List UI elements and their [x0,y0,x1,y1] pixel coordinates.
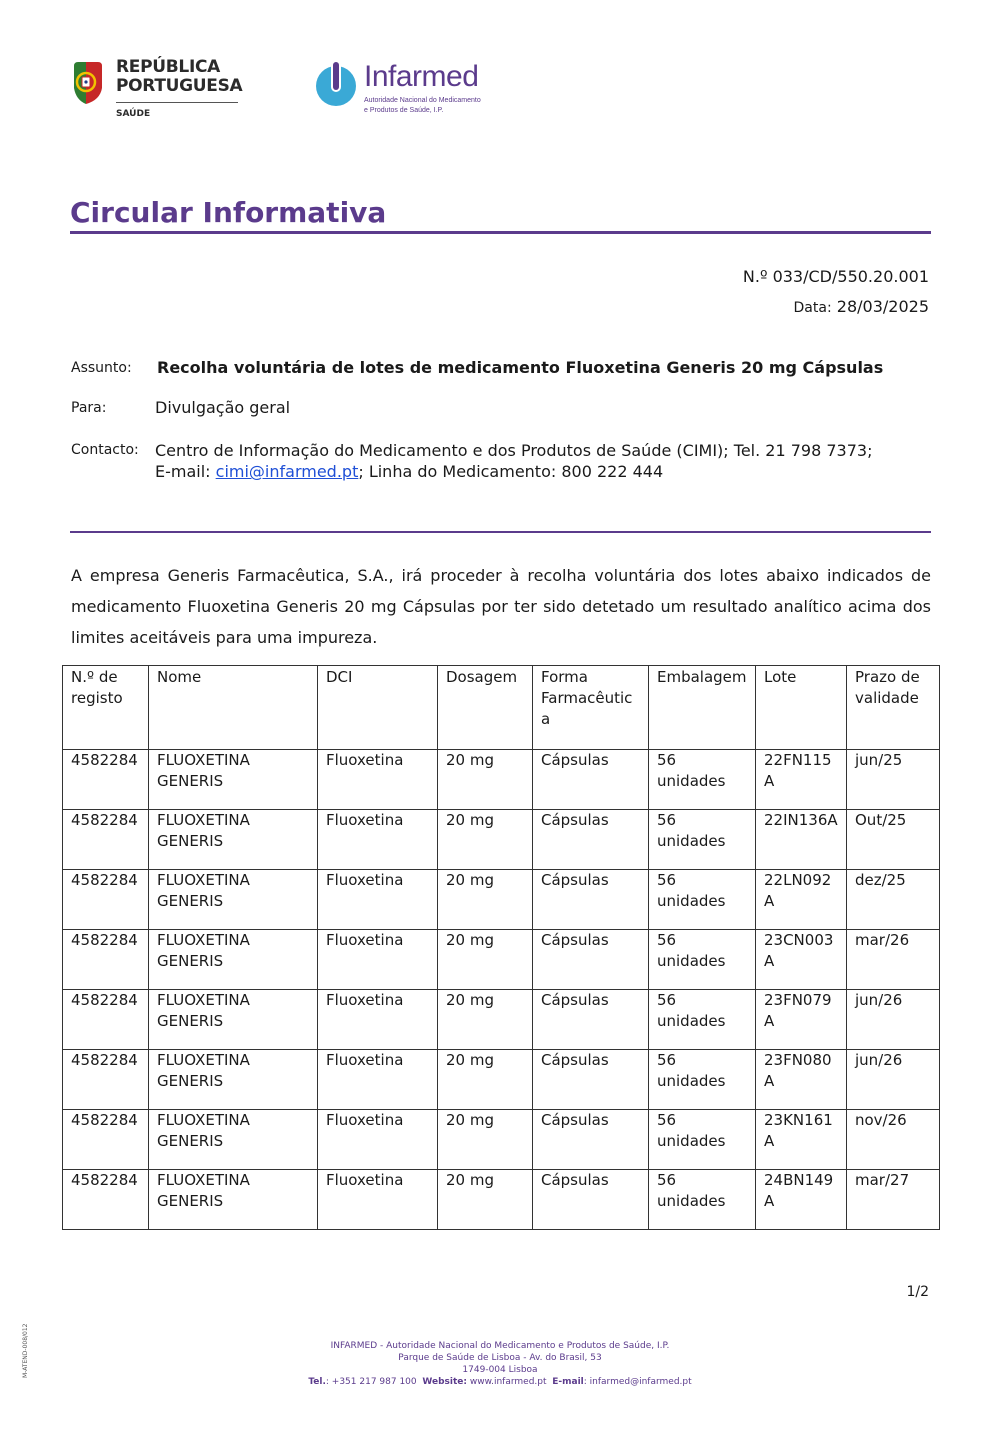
footer-web-value[interactable]: www.infarmed.pt [469,1377,547,1387]
cell-package: 56 unidades [649,810,756,870]
cell-name: FLUOXETINA GENERIS [149,810,318,870]
subject-value: Recolha voluntária de lotes de medicamento Fluoxetina Generis 20 mg Cápsulas [157,358,884,377]
cell-dci: Fluoxetina [318,1050,438,1110]
recipient-value: Divulgação geral [155,398,291,417]
table-row [63,1110,940,1170]
recall-lots-table [62,665,940,1230]
cell-lot: 24BN149A [756,1170,847,1230]
cell-registration: 4582284 [63,1050,149,1110]
table-header-row [63,666,940,750]
table-row [63,990,940,1050]
side-form-code: M-ATEND-008/012 [22,1323,29,1378]
footer-email-label: E-mail [552,1377,584,1387]
cell-name: FLUOXETINA GENERIS [149,930,318,990]
infarmed-tagline: Autoridade Nacional do Medicamento e Produtos de Saúde, I.P. [364,97,481,114]
cell-lot: 23CN003A [756,930,847,990]
contact-line: Centro de Informação do Medicamento e dos Produtos de Saúde (CIMI); Tel. 21 798 7373; [155,441,873,460]
cell-package: 56 unidades [649,1170,756,1230]
table-row [63,810,940,870]
cell-name: FLUOXETINA GENERIS [149,990,318,1050]
cell-registration: 4582284 [63,930,149,990]
cell-form: Cápsulas [533,990,649,1050]
cell-dosage: 20 mg [438,930,533,990]
cell-form: Cápsulas [533,930,649,990]
footer-contacts [0,1376,1000,1388]
header-lot: Lote [756,666,847,750]
cell-expiry: mar/26 [847,930,940,990]
cell-expiry: jun/26 [847,1050,940,1110]
cell-package: 56 unidades [649,1110,756,1170]
cell-dci: Fluoxetina [318,810,438,870]
header-registration: N.º de registo [63,666,149,750]
cell-package: 56 unidades [649,750,756,810]
infarmed-mark-icon [314,58,358,108]
cell-lot: 23FN080A [756,1050,847,1110]
cell-lot: 22LN092A [756,870,847,930]
cell-dci: Fluoxetina [318,1170,438,1230]
cell-dosage: 20 mg [438,1110,533,1170]
cell-registration: 4582284 [63,1110,149,1170]
cell-package: 56 unidades [649,1050,756,1110]
cell-dci: Fluoxetina [318,1110,438,1170]
cell-package: 56 unidades [649,930,756,990]
footer-email-value[interactable]: : infarmed@infarmed.pt [583,1377,692,1387]
cell-form: Cápsulas [533,870,649,930]
cell-lot: 22IN136A [756,810,847,870]
cell-expiry: mar/27 [847,1170,940,1230]
header-expiry: Prazo de validade [847,666,940,750]
portuguese-shield-icon [70,58,106,106]
contact-value [155,440,931,482]
title-underline [70,231,931,234]
cell-dosage: 20 mg [438,1170,533,1230]
logo-subtitle: SAÚDE [116,109,151,119]
cell-form: Cápsulas [533,1050,649,1110]
cell-lot: 23FN079A [756,990,847,1050]
header-dosage: Dosagem [438,666,533,750]
contact-email-link[interactable]: cimi@infarmed.pt [215,462,359,481]
cell-registration: 4582284 [63,750,149,810]
republica-portuguesa-wordmark: REPÚBLICA PORTUGUESA [116,57,243,96]
page-number: 1/2 [906,1284,929,1300]
cell-name: FLUOXETINA GENERIS [149,1170,318,1230]
footer-line-1: INFARMED - Autoridade Nacional do Medicamento e Produtos de Saúde, I.P. [330,1341,670,1351]
table-row [63,930,940,990]
cell-package: 56 unidades [649,870,756,930]
table-row [63,870,940,930]
document-title: Circular Informativa [70,196,387,229]
header-name: Nome [149,666,318,750]
table-row [63,1050,940,1110]
cell-registration: 4582284 [63,990,149,1050]
table-row [63,1170,940,1230]
contact-label: Contacto: [71,442,139,458]
document-date [794,297,929,316]
cell-form: Cápsulas [533,810,649,870]
cell-expiry: Out/25 [847,810,940,870]
cell-dci: Fluoxetina [318,990,438,1050]
cell-dosage: 20 mg [438,750,533,810]
cell-expiry: nov/26 [847,1110,940,1170]
cell-expiry: jun/26 [847,990,940,1050]
cell-expiry: jun/25 [847,750,940,810]
republica-portuguesa-logo [70,56,243,122]
cell-name: FLUOXETINA GENERIS [149,1050,318,1110]
cell-dci: Fluoxetina [318,930,438,990]
cell-package: 56 unidades [649,990,756,1050]
header-package: Embalagem [649,666,756,750]
date-label: Data: [793,300,832,316]
subject-label: Assunto: [71,360,132,376]
cell-lot: 22FN115A [756,750,847,810]
cell-name: FLUOXETINA GENERIS [149,1110,318,1170]
recipient-label: Para: [71,400,107,416]
header-pharmaceutical-form: Forma Farmacêutica [533,666,649,750]
cell-dosage: 20 mg [438,1050,533,1110]
cell-dosage: 20 mg [438,990,533,1050]
footer-line-2: Parque de Saúde de Lisboa - Av. do Brasil, 53 [398,1353,602,1363]
cell-form: Cápsulas [533,750,649,810]
table-row [63,750,940,810]
footer-line-3: 1749-004 Lisboa [462,1365,538,1375]
cell-form: Cápsulas [533,1170,649,1230]
cell-dci: Fluoxetina [318,870,438,930]
cell-dosage: 20 mg [438,810,533,870]
cell-form: Cápsulas [533,1110,649,1170]
infarmed-wordmark: Infarmed [364,60,479,93]
page-footer [0,1340,1000,1388]
document-reference: N.º 033/CD/550.20.001 [742,267,929,286]
section-divider [70,531,931,533]
cell-dci: Fluoxetina [318,750,438,810]
contact-suffix: ; Linha do Medicamento: 800 222 444 [358,462,664,481]
cell-registration: 4582284 [63,810,149,870]
cell-name: FLUOXETINA GENERIS [149,870,318,930]
logo-divider [116,102,238,103]
footer-tel-value: : +351 217 987 100 [325,1377,417,1387]
cell-registration: 4582284 [63,870,149,930]
cell-lot: 23KN161A [756,1110,847,1170]
cell-name: FLUOXETINA GENERIS [149,750,318,810]
cell-expiry: dez/25 [847,870,940,930]
header-dci: DCI [318,666,438,750]
intro-paragraph: A empresa Generis Farmacêutica, S.A., irá proceder à recolha voluntária dos lotes abaixo indicados de medicamento Fluoxetina Generis 20 mg Cápsulas por ter sido detetado um resultado analítico acima dos limites aceitáveis para uma impureza. [71,566,931,647]
contact-email-prefix: E-mail: [155,462,216,481]
cell-registration: 4582284 [63,1170,149,1230]
footer-web-label: Website: [422,1377,467,1387]
date-value: 28/03/2025 [836,297,929,316]
infarmed-logo [314,56,504,122]
footer-tel-label: Tel. [308,1377,326,1387]
cell-dosage: 20 mg [438,870,533,930]
